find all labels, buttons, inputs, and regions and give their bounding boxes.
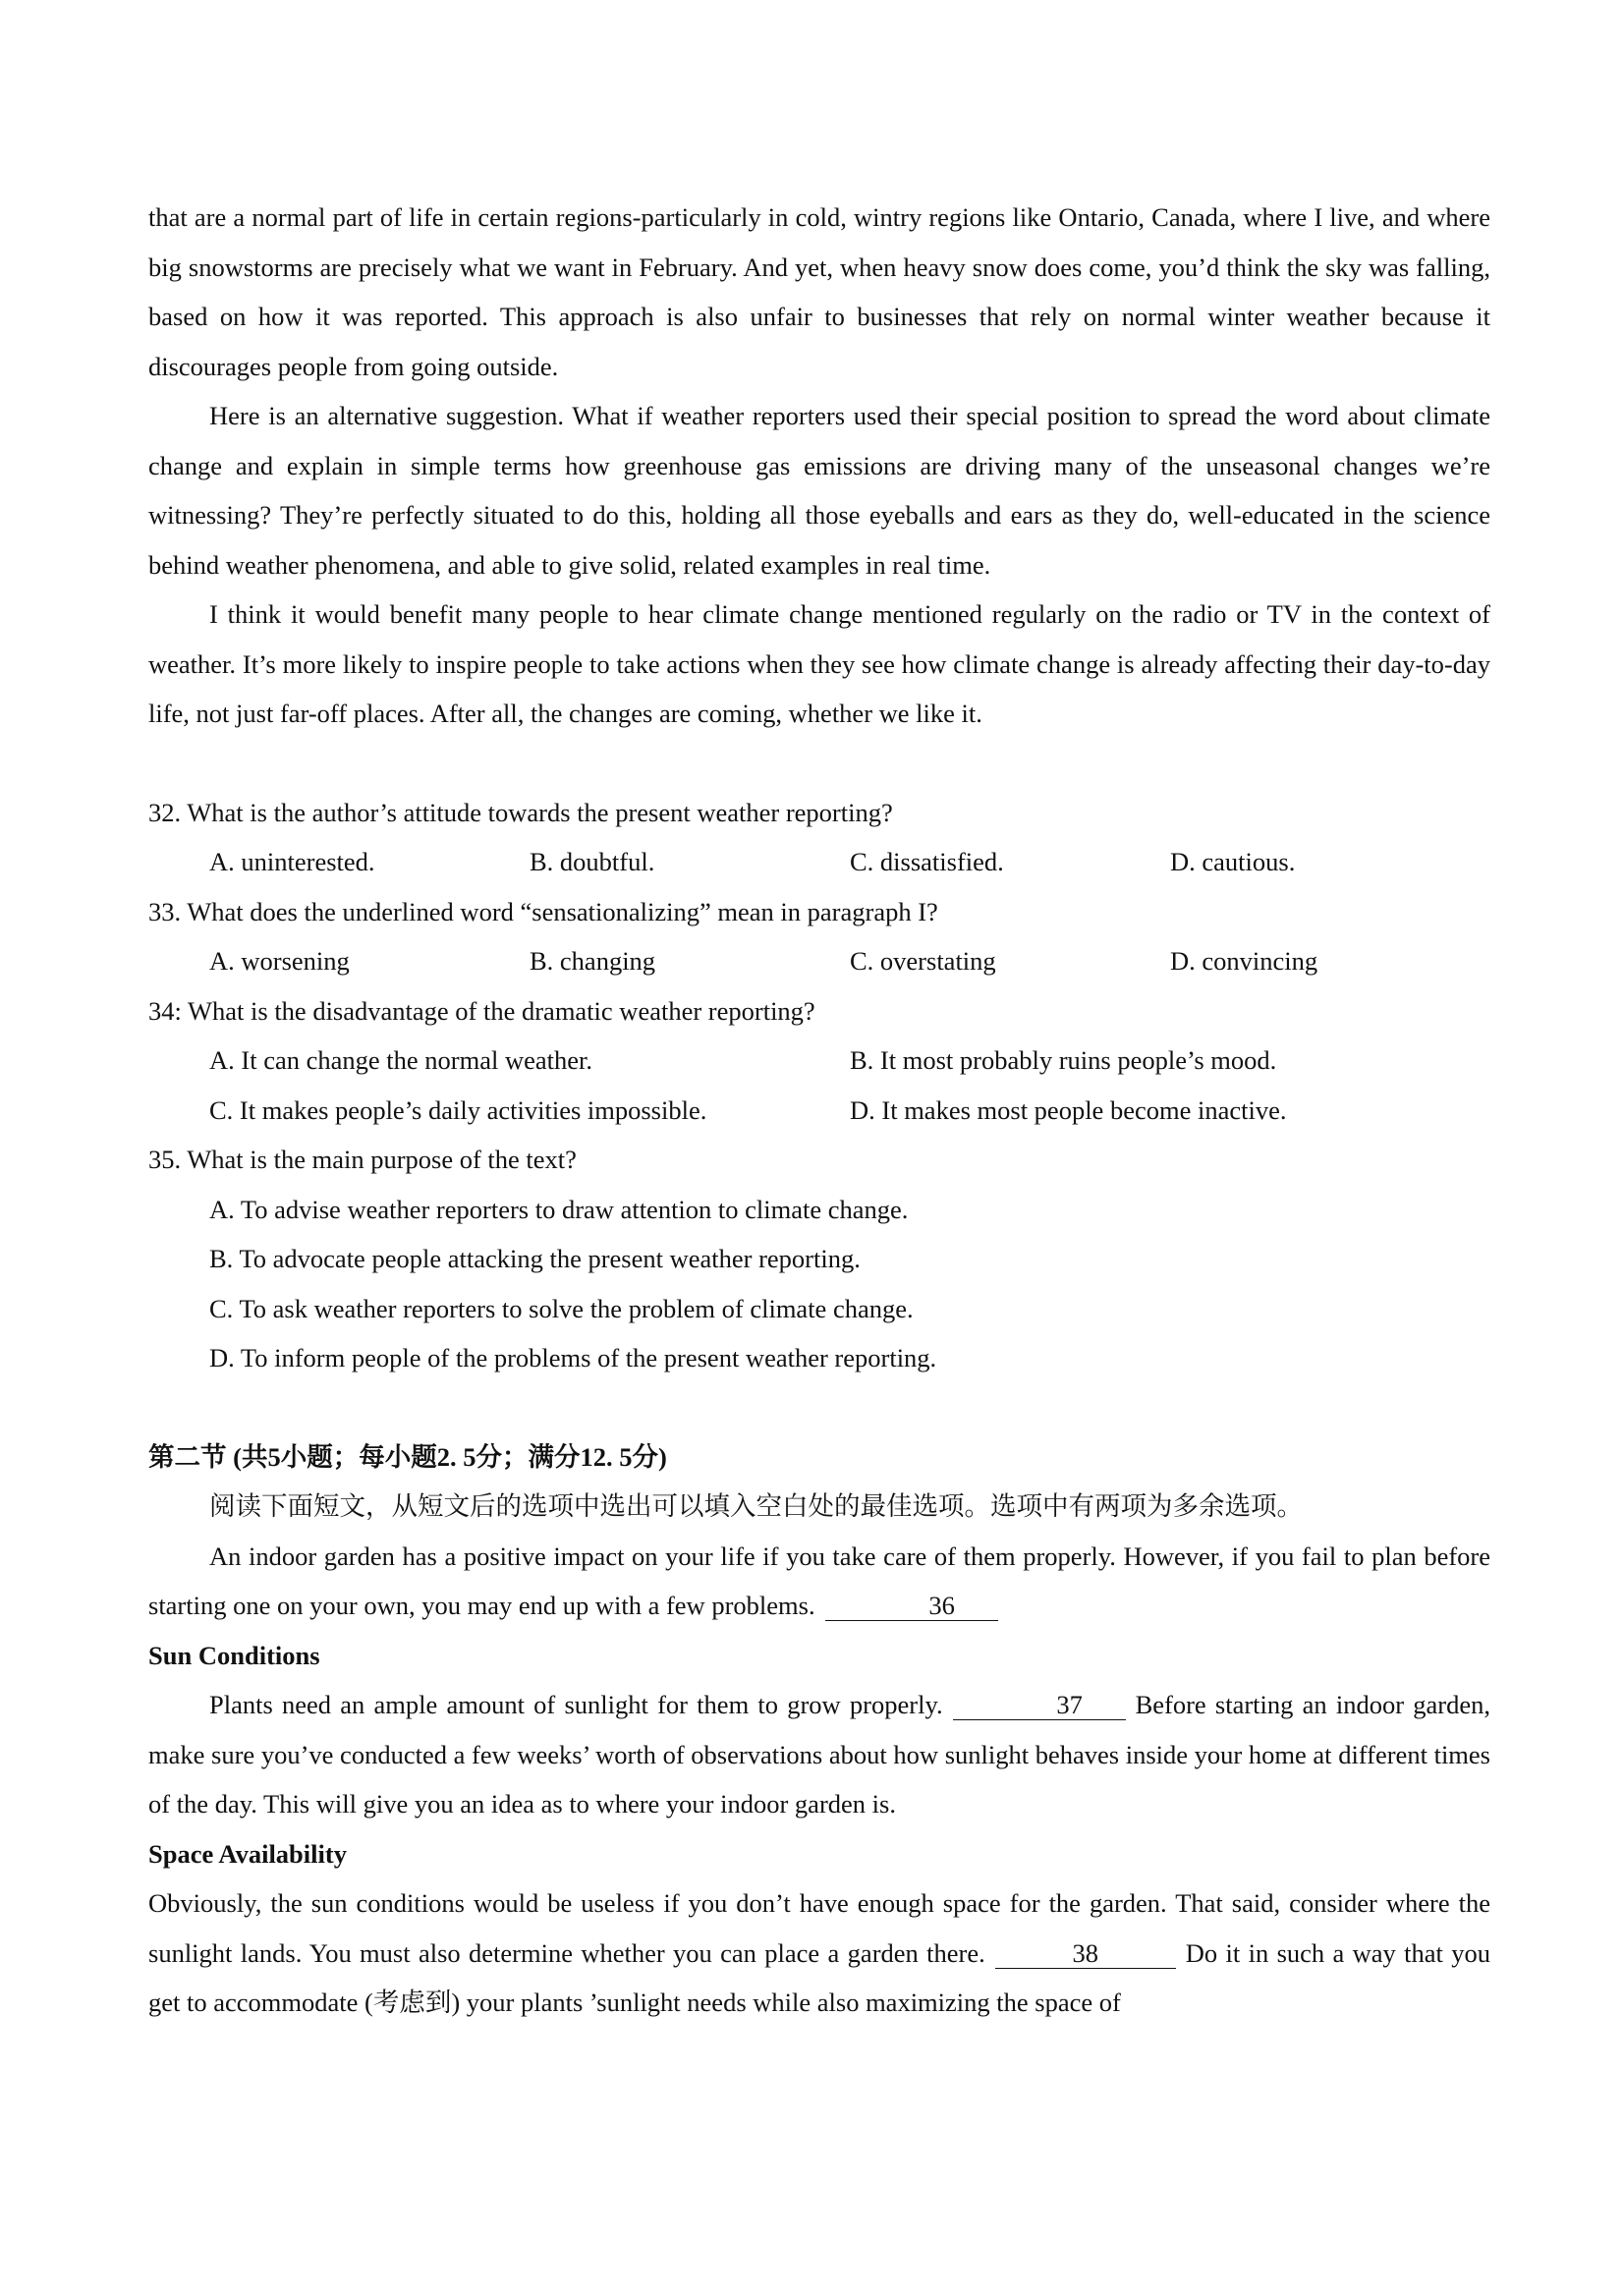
option: C. To ask weather reporters to solve the problem of climate change. [209,1293,914,1323]
question-stem: 32. What is the author’s attitude towards the present weather reporting? [148,797,893,827]
option: D. convincing [1170,946,1318,976]
blank-38: 38 [995,1938,1176,1969]
passage-paragraph: I think it would benefit many people to hear climate change mentioned regularly on the radio or TV in the context of weather. It’s more likely to inspire people to take actions when they see how climate change is already affecting their day-to-day life, not just far-off places. After all, the changes are coming, whether we like it. [148,599,1490,728]
space-paragraph [148,1878,1490,2028]
option: D. cautious. [1170,847,1296,876]
blank-37: 37 [953,1690,1126,1720]
options-row [148,1086,1490,1136]
option: B. It most probably ruins people’s mood. [850,1045,1277,1075]
section-instruction: 阅读下面短文，从短文后的选项中选出可以填入空白处的最佳选项。选项中有两项为多余选项。 [209,1491,1303,1521]
sun-paragraph [148,1680,1490,1829]
space-text: Obviously, the sun conditions would be useless if you don’t have enough space for the garden. That said, consider where the sunlight lands. You must also determine whether you can place a garden there. [148,1888,1490,1968]
page-content [148,193,1490,2028]
section-title: 第二节 (共5小题；每小题2. 5分；满分12. 5分) [148,1441,667,1472]
spacer [148,739,1490,788]
sun-text: Plants need an ample amount of sunlight for them to grow properly. [209,1690,943,1719]
option: D. It makes most people become inactive. [850,1094,1287,1125]
option: C. It makes people’s daily activities impossible. [209,1094,707,1125]
options-row [148,1036,1490,1086]
spacer [148,1383,1490,1432]
question-stem: 34: What is the disadvantage of the dramatic weather reporting? [148,995,815,1026]
option: C. overstating [850,946,996,976]
heading-space-availability: Space Availability [148,1838,347,1869]
option: B. doubtful. [530,847,655,876]
space-text: Do it in such a way that you get to accommodate (考虑到) your plants ’sunlight needs while also maximizing the space of [148,1937,1491,2017]
option: A. worsening [209,946,350,976]
sun-text: Before starting an indoor garden, make sure you’ve conducted a few weeks’ worth of observations about how sunlight behaves inside your home at different times of the day. This will give you an idea as to where your indoor garden is. [148,1690,1490,1819]
option: B. To advocate people attacking the present weather reporting. [209,1244,861,1273]
question-stem: 33. What does the underlined word “sensationalizing” mean in paragraph I? [148,896,938,926]
heading-sun-conditions: Sun Conditions [148,1640,320,1670]
passage-paragraph: that are a normal part of life in certain regions-particularly in cold, wintry regions like Ontario, Canada, where I live, and where big snowstorms are precisely what we want in February. And yet, when heavy snow does come, you’d think the sky was falling, based on how it was reported. This approach is also unfair to businesses that rely on normal winter weather because it discourages people from going outside. [148,202,1490,381]
options-row [148,936,1490,986]
question-stem: 35. What is the main purpose of the text? [148,1145,577,1174]
option: A. uninterested. [209,847,375,876]
option: A. To advise weather reporters to draw attention to climate change. [209,1194,909,1224]
intro-text: An indoor garden has a positive impact on your life if you take care of them properly. However, if you fail to plan before starting one on your own, you may end up with a few problems. [148,1540,1490,1620]
passage-paragraph: Here is an alternative suggestion. What if weather reporters used their special position to spread the word about climate change and explain in simple terms how greenhouse gas emissions are driving many of the unseasonal changes we’re witnessing? They’re perfectly situated to do this, holding all those eyeballs and ears as they do, well-educated in the science behind weather phenomena, and able to give solid, related examples in real time. [148,401,1490,580]
option: B. changing [530,946,656,976]
intro-paragraph [148,1532,1490,1631]
options-row [148,837,1490,887]
option: A. It can change the normal weather. [209,1045,592,1075]
blank-36: 36 [825,1591,998,1621]
option: D. To inform people of the problems of the present weather reporting. [209,1343,937,1372]
option: C. dissatisfied. [850,847,1004,876]
